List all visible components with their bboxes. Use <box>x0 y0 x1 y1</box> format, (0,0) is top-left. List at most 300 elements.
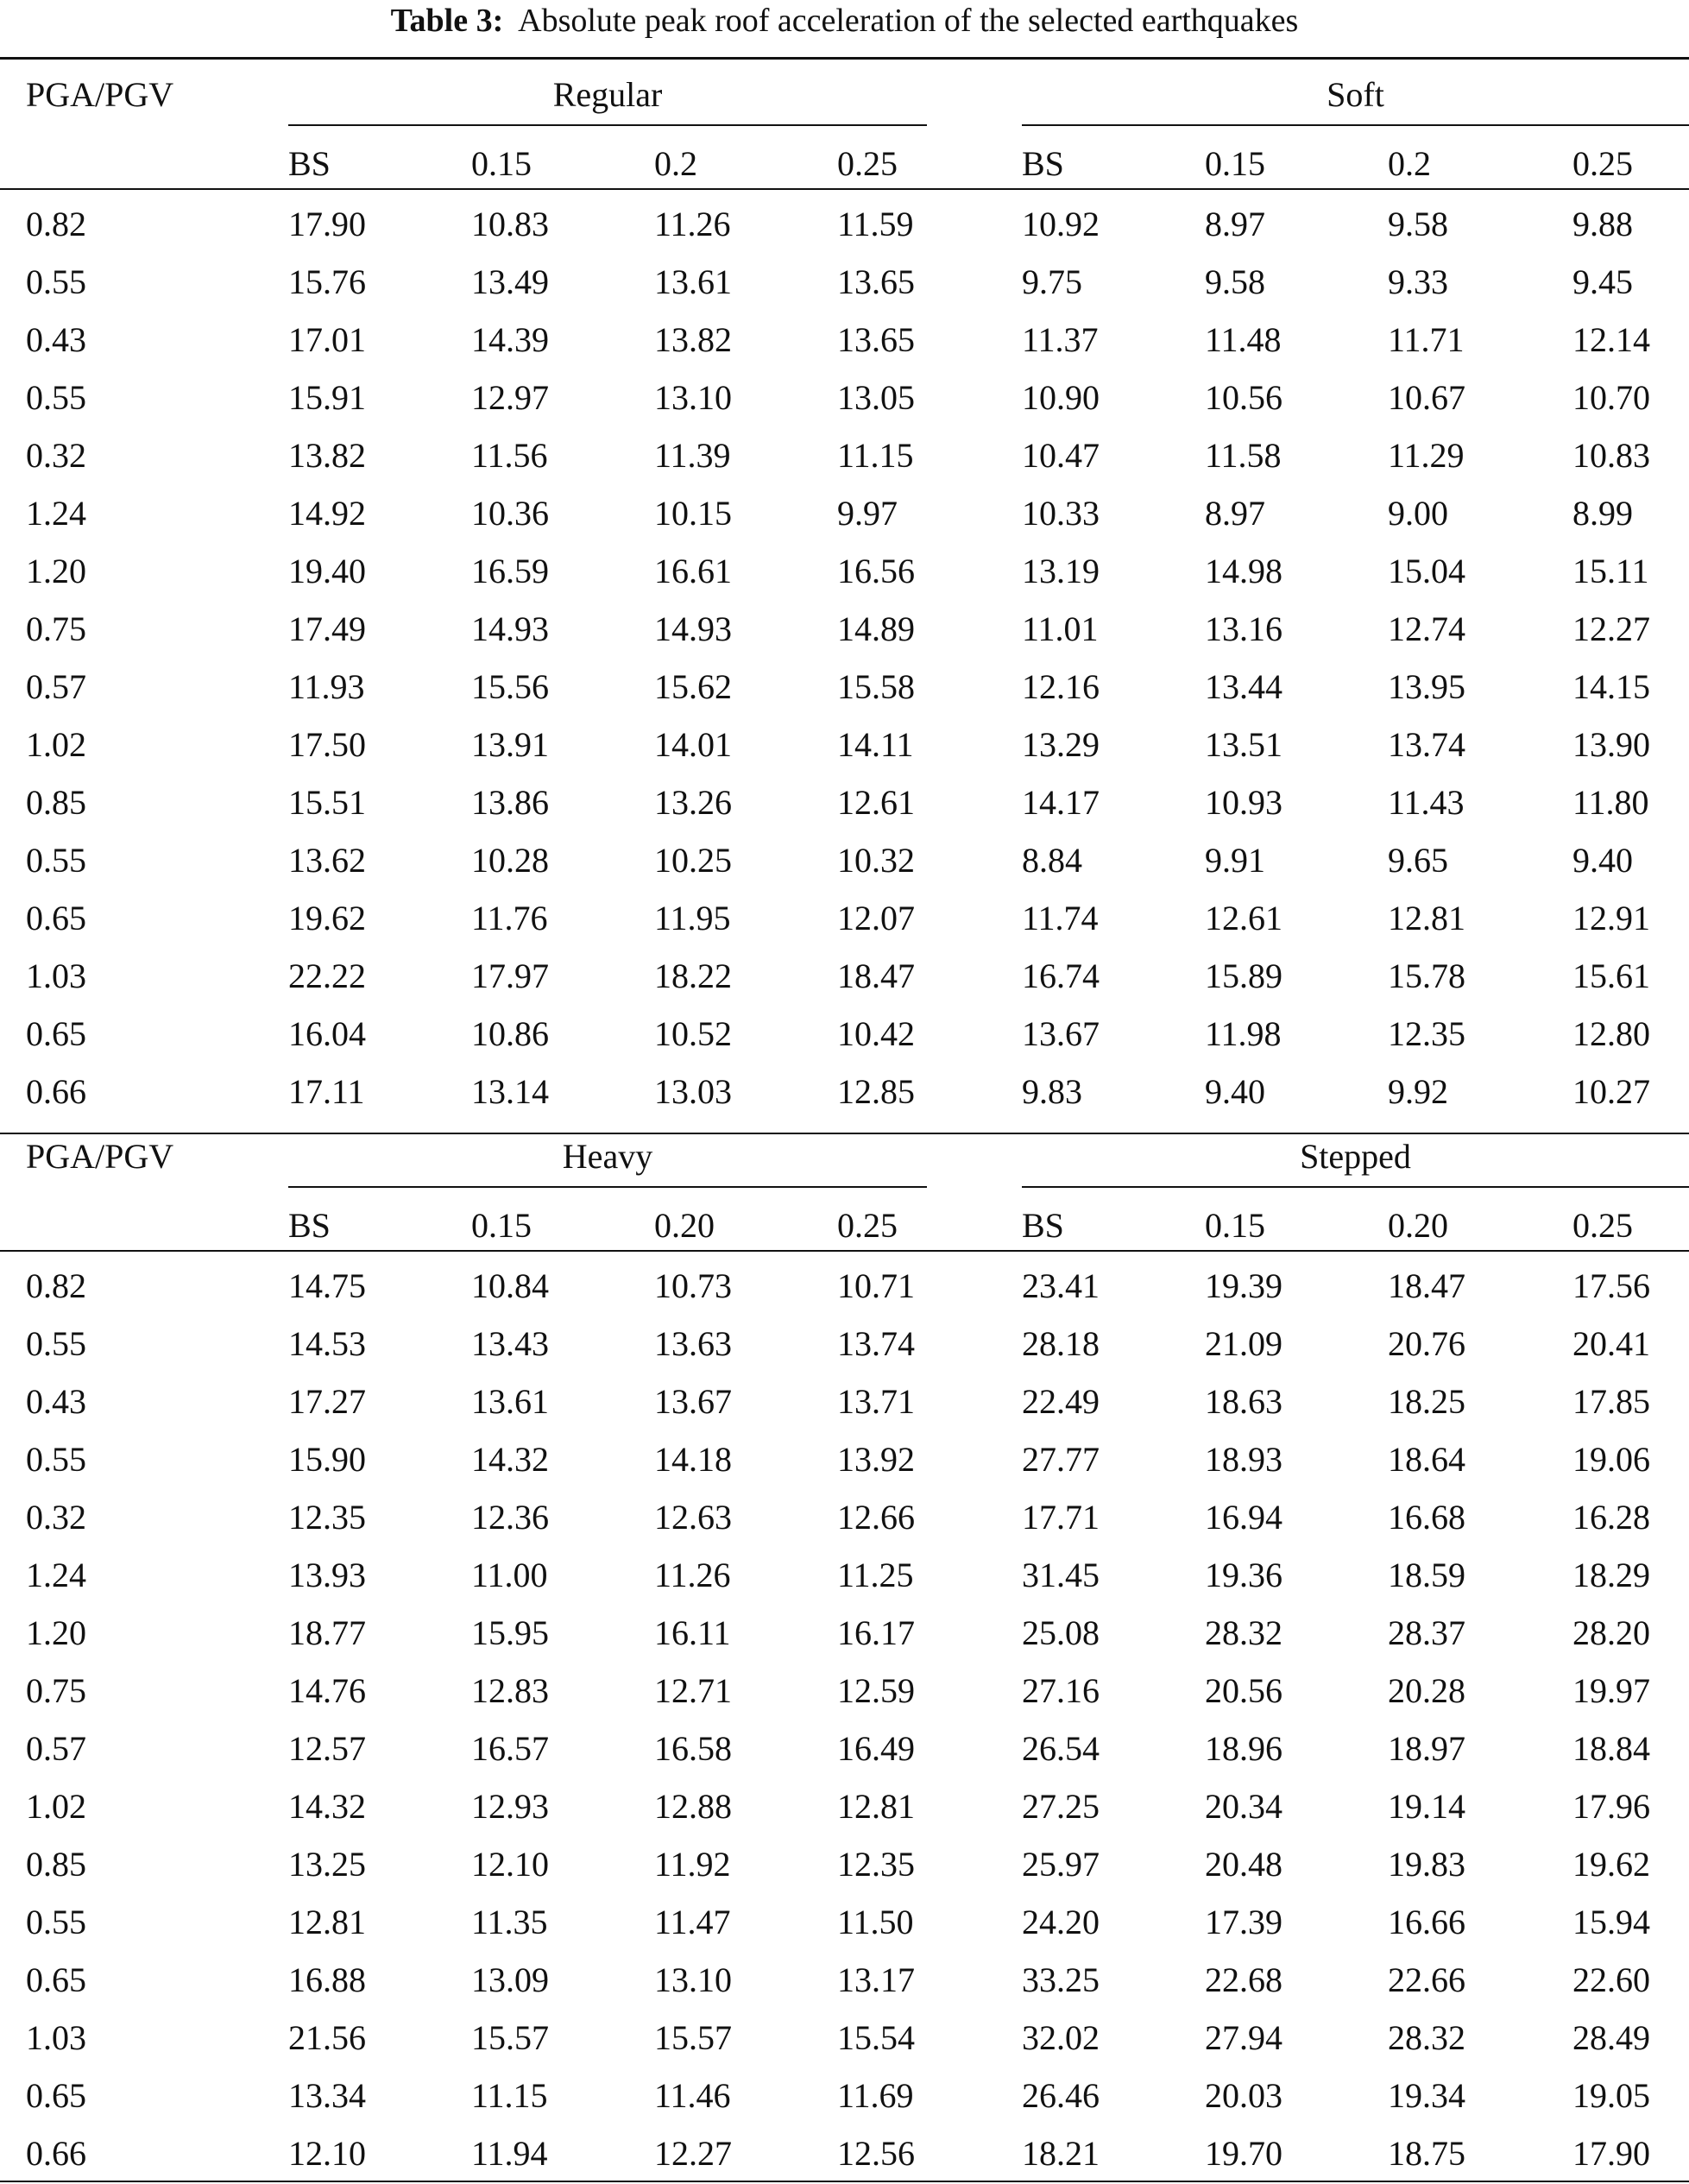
table-cell: 17.50 <box>288 725 366 764</box>
table-cell: 9.97 <box>837 494 898 533</box>
table-cell: 12.57 <box>288 1729 366 1768</box>
table-cell: 12.74 <box>1388 609 1465 648</box>
table-cell: 18.22 <box>654 956 732 995</box>
row-label: 0.43 <box>26 320 86 359</box>
row-label: 1.02 <box>26 1787 86 1826</box>
table-cell: 10.52 <box>654 1014 732 1053</box>
table-cell: 19.06 <box>1572 1440 1650 1479</box>
table-cell: 11.15 <box>471 2076 548 2115</box>
column-header: 0.25 <box>837 144 898 183</box>
table-cell: 21.56 <box>288 2018 366 2057</box>
table-cell: 15.89 <box>1205 956 1283 995</box>
table-cell: 20.28 <box>1388 1671 1465 1710</box>
table-cell: 10.84 <box>471 1266 549 1305</box>
table-cell: 17.90 <box>1572 2134 1650 2173</box>
table-cell: 14.53 <box>288 1324 366 1363</box>
table-cell: 22.66 <box>1388 1960 1465 1999</box>
table-cell: 11.58 <box>1205 436 1282 475</box>
table-cell: 13.91 <box>471 725 549 764</box>
table-caption-label: Table 3: <box>390 3 504 39</box>
table-cell: 13.19 <box>1022 552 1100 590</box>
table-cell: 17.97 <box>471 956 549 995</box>
table-cell: 18.29 <box>1572 1556 1650 1594</box>
table-cell: 27.16 <box>1022 1671 1100 1710</box>
table-cell: 11.00 <box>471 1556 548 1594</box>
table-cell: 18.21 <box>1022 2134 1100 2173</box>
table-cell: 14.92 <box>288 494 366 533</box>
table-cell: 16.66 <box>1388 1903 1465 1941</box>
table-cell: 16.58 <box>654 1729 732 1768</box>
row-label: 0.82 <box>26 1266 86 1305</box>
table-cell: 14.93 <box>654 609 732 648</box>
table-cell: 13.44 <box>1205 667 1283 706</box>
table-cell: 19.36 <box>1205 1556 1283 1594</box>
table-cell: 13.26 <box>654 783 732 822</box>
table-cell: 10.92 <box>1022 205 1100 243</box>
table-caption <box>0 0 1689 41</box>
table-cell: 11.56 <box>471 436 548 475</box>
table-cell: 12.97 <box>471 378 549 417</box>
table-cell: 12.91 <box>1572 899 1650 937</box>
column-header: 0.15 <box>471 144 532 183</box>
table-cell: 11.26 <box>654 205 731 243</box>
table-cell: 9.91 <box>1205 841 1265 880</box>
table-cell: 16.74 <box>1022 956 1100 995</box>
column-header: BS <box>1022 1206 1064 1245</box>
table-cell: 12.93 <box>471 1787 549 1826</box>
table-cell: 14.17 <box>1022 783 1100 822</box>
table-cell: 13.61 <box>654 262 732 301</box>
table-cell: 18.84 <box>1572 1729 1650 1768</box>
table-cell: 20.41 <box>1572 1324 1650 1363</box>
table-cell: 26.54 <box>1022 1729 1100 1768</box>
row-label: 1.24 <box>26 1556 86 1594</box>
table-cell: 18.93 <box>1205 1440 1283 1479</box>
table-cell: 9.40 <box>1572 841 1633 880</box>
table-cell: 19.97 <box>1572 1671 1650 1710</box>
table-cell: 18.59 <box>1388 1556 1465 1594</box>
table-cell: 12.80 <box>1572 1014 1650 1053</box>
row-label: 0.85 <box>26 1845 86 1884</box>
table-cell: 14.11 <box>837 725 914 764</box>
table-cell: 11.59 <box>837 205 914 243</box>
group-underline <box>1022 124 1689 126</box>
table-cell: 17.85 <box>1572 1382 1650 1421</box>
column-header: 0.25 <box>1572 144 1633 183</box>
table-cell: 12.27 <box>654 2134 732 2173</box>
table-cell: 12.27 <box>1572 609 1650 648</box>
group-title: Heavy <box>562 1137 653 1176</box>
top-rule <box>0 57 1689 60</box>
table-cell: 12.88 <box>654 1787 732 1826</box>
table-cell: 24.20 <box>1022 1903 1100 1941</box>
table-cell: 11.71 <box>1388 320 1465 359</box>
table-cell: 23.41 <box>1022 1266 1100 1305</box>
table-cell: 15.61 <box>1572 956 1650 995</box>
table-cell: 17.90 <box>288 205 366 243</box>
table-cell: 16.49 <box>837 1729 915 1768</box>
table-cell: 11.92 <box>654 1845 731 1884</box>
table-cell: 13.62 <box>288 841 366 880</box>
table-cell: 22.68 <box>1205 1960 1283 1999</box>
table-cell: 10.90 <box>1022 378 1100 417</box>
table-cell: 11.39 <box>654 436 731 475</box>
table-cell: 15.78 <box>1388 956 1465 995</box>
table-cell: 14.39 <box>471 320 549 359</box>
table-cell: 15.54 <box>837 2018 915 2057</box>
table-cell: 17.96 <box>1572 1787 1650 1826</box>
row-label: 0.57 <box>26 1729 86 1768</box>
table-cell: 13.61 <box>471 1382 549 1421</box>
table-cell: 8.99 <box>1572 494 1633 533</box>
table-cell: 13.95 <box>1388 667 1465 706</box>
table-cell: 12.10 <box>471 1845 549 1884</box>
table-cell: 13.92 <box>837 1440 915 1479</box>
table-cell: 13.05 <box>837 378 915 417</box>
row-header: PGA/PGV <box>26 1137 174 1176</box>
table-cell: 26.46 <box>1022 2076 1100 2115</box>
row-label: 0.43 <box>26 1382 86 1421</box>
table-cell: 27.77 <box>1022 1440 1100 1479</box>
table-cell: 12.66 <box>837 1498 915 1537</box>
table-cell: 9.83 <box>1022 1072 1082 1111</box>
row-label: 0.75 <box>26 1671 86 1710</box>
table-cell: 11.25 <box>837 1556 914 1594</box>
table-cell: 10.27 <box>1572 1072 1650 1111</box>
table-cell: 13.10 <box>654 378 732 417</box>
table-cell: 22.60 <box>1572 1960 1650 1999</box>
table-cell: 10.15 <box>654 494 732 533</box>
table-cell: 10.93 <box>1205 783 1283 822</box>
table-cell: 11.94 <box>471 2134 548 2173</box>
table-cell: 13.03 <box>654 1072 732 1111</box>
table-cell: 16.56 <box>837 552 915 590</box>
table-cell: 25.08 <box>1022 1613 1100 1652</box>
table-cell: 15.04 <box>1388 552 1465 590</box>
group-underline <box>288 124 927 126</box>
table-cell: 9.33 <box>1388 262 1448 301</box>
column-header: 0.20 <box>654 1206 715 1245</box>
table-cell: 9.00 <box>1388 494 1448 533</box>
table-cell: 15.94 <box>1572 1903 1650 1941</box>
table-cell: 20.56 <box>1205 1671 1283 1710</box>
table-cell: 11.46 <box>654 2076 731 2115</box>
row-label: 1.20 <box>26 1613 86 1652</box>
group-title: Regular <box>552 75 663 114</box>
table-cell: 12.81 <box>837 1787 915 1826</box>
row-label: 0.55 <box>26 262 86 301</box>
table-cell: 13.34 <box>288 2076 366 2115</box>
table-cell: 14.75 <box>288 1266 366 1305</box>
table-cell: 28.49 <box>1572 2018 1650 2057</box>
table-cell: 12.61 <box>837 783 915 822</box>
table-cell: 13.86 <box>471 783 549 822</box>
row-label: 0.66 <box>26 2134 86 2173</box>
table-cell: 17.27 <box>288 1382 366 1421</box>
table-cell: 11.47 <box>654 1903 731 1941</box>
table-cell: 28.32 <box>1205 1613 1283 1652</box>
table-cell: 12.10 <box>288 2134 366 2173</box>
table-cell: 15.90 <box>288 1440 366 1479</box>
table-cell: 20.03 <box>1205 2076 1283 2115</box>
table-cell: 18.47 <box>1388 1266 1465 1305</box>
table-cell: 20.34 <box>1205 1787 1283 1826</box>
column-header: 0.2 <box>654 144 697 183</box>
table-cell: 17.56 <box>1572 1266 1650 1305</box>
table-cell: 8.84 <box>1022 841 1082 880</box>
table-cell: 15.51 <box>288 783 366 822</box>
row-label: 0.55 <box>26 1440 86 1479</box>
row-label: 1.24 <box>26 494 86 533</box>
table-cell: 11.50 <box>837 1903 914 1941</box>
table-cell: 13.14 <box>471 1072 549 1111</box>
table-cell: 9.58 <box>1388 205 1448 243</box>
table-cell: 14.89 <box>837 609 915 648</box>
table-cell: 15.57 <box>654 2018 732 2057</box>
table-cell: 19.62 <box>1572 1845 1650 1884</box>
table-cell: 10.56 <box>1205 378 1283 417</box>
table-cell: 13.90 <box>1572 725 1650 764</box>
row-label: 0.55 <box>26 1324 86 1363</box>
table-cell: 18.25 <box>1388 1382 1465 1421</box>
table-cell: 32.02 <box>1022 2018 1100 2057</box>
row-label: 0.85 <box>26 783 86 822</box>
column-header: 0.20 <box>1388 1206 1448 1245</box>
table-cell: 9.75 <box>1022 262 1082 301</box>
table-cell: 12.71 <box>654 1671 732 1710</box>
table-cell: 12.81 <box>1388 899 1465 937</box>
table-cell: 22.22 <box>288 956 366 995</box>
column-header: 0.25 <box>837 1206 898 1245</box>
column-header: BS <box>288 144 331 183</box>
table-cell: 11.35 <box>471 1903 548 1941</box>
table-cell: 19.70 <box>1205 2134 1283 2173</box>
table-cell: 18.96 <box>1205 1729 1283 1768</box>
row-label: 0.55 <box>26 1903 86 1941</box>
table-cell: 13.10 <box>654 1960 732 1999</box>
table-cell: 13.67 <box>1022 1014 1100 1053</box>
table-cell: 13.74 <box>1388 725 1465 764</box>
row-label: 0.65 <box>26 1960 86 1999</box>
table-cell: 14.18 <box>654 1440 732 1479</box>
group-underline <box>288 1186 927 1188</box>
table-cell: 11.15 <box>837 436 914 475</box>
table-cell: 11.98 <box>1205 1014 1282 1053</box>
table-cell: 18.64 <box>1388 1440 1465 1479</box>
table-cell: 15.95 <box>471 1613 549 1652</box>
table-cell: 12.63 <box>654 1498 732 1537</box>
table-cell: 11.74 <box>1022 899 1099 937</box>
table-cell: 9.40 <box>1205 1072 1265 1111</box>
table-cell: 14.32 <box>288 1787 366 1826</box>
row-label: 1.03 <box>26 2018 86 2057</box>
table-cell: 11.69 <box>837 2076 914 2115</box>
table-cell: 15.91 <box>288 378 366 417</box>
table-cell: 18.47 <box>837 956 915 995</box>
table-cell: 11.80 <box>1572 783 1649 822</box>
table-cell: 10.32 <box>837 841 915 880</box>
table-cell: 16.57 <box>471 1729 549 1768</box>
table-cell: 12.59 <box>837 1671 915 1710</box>
table-caption-text: Absolute peak roof acceleration of the selected earthquakes <box>518 3 1299 39</box>
table-cell: 12.07 <box>837 899 915 937</box>
bottom-rule <box>0 2181 1689 2182</box>
table-cell: 14.93 <box>471 609 549 648</box>
table-cell: 13.71 <box>837 1382 915 1421</box>
table-cell: 14.32 <box>471 1440 549 1479</box>
table-cell: 12.85 <box>837 1072 915 1111</box>
table-cell: 10.25 <box>654 841 732 880</box>
table-cell: 13.82 <box>288 436 366 475</box>
table-cell: 16.11 <box>654 1613 731 1652</box>
column-header: BS <box>1022 144 1064 183</box>
table-cell: 28.32 <box>1388 2018 1465 2057</box>
table-cell: 11.93 <box>288 667 365 706</box>
table-cell: 12.83 <box>471 1671 549 1710</box>
table-cell: 8.97 <box>1205 494 1265 533</box>
table-cell: 13.93 <box>288 1556 366 1594</box>
table-cell: 18.75 <box>1388 2134 1465 2173</box>
table-cell: 12.61 <box>1205 899 1283 937</box>
row-label: 0.65 <box>26 899 86 937</box>
table-cell: 17.49 <box>288 609 366 648</box>
group-title: Soft <box>1327 75 1384 114</box>
row-label: 0.32 <box>26 436 86 475</box>
table-cell: 13.43 <box>471 1324 549 1363</box>
row-label: 0.75 <box>26 609 86 648</box>
table-cell: 16.28 <box>1572 1498 1650 1537</box>
column-header: 0.2 <box>1388 144 1431 183</box>
table-cell: 10.71 <box>837 1266 915 1305</box>
table-cell: 16.59 <box>471 552 549 590</box>
table-cell: 33.25 <box>1022 1960 1100 1999</box>
table-cell: 13.65 <box>837 262 915 301</box>
table-cell: 13.09 <box>471 1960 549 1999</box>
table-cell: 17.71 <box>1022 1498 1100 1537</box>
table-cell: 20.76 <box>1388 1324 1465 1363</box>
table-cell: 19.40 <box>288 552 366 590</box>
table-cell: 17.11 <box>288 1072 365 1111</box>
header-rule <box>0 188 1689 190</box>
table-cell: 10.42 <box>837 1014 915 1053</box>
table-cell: 13.51 <box>1205 725 1283 764</box>
table-cell: 9.45 <box>1572 262 1633 301</box>
table-cell: 10.83 <box>1572 436 1650 475</box>
table-cell: 12.14 <box>1572 320 1650 359</box>
row-label: 1.03 <box>26 956 86 995</box>
header-rule <box>0 1250 1689 1252</box>
table-cell: 11.95 <box>654 899 731 937</box>
table-cell: 27.94 <box>1205 2018 1283 2057</box>
group-title: Stepped <box>1300 1137 1411 1176</box>
row-label: 0.65 <box>26 2076 86 2115</box>
table-cell: 12.56 <box>837 2134 915 2173</box>
table-cell: 18.97 <box>1388 1729 1465 1768</box>
table-cell: 15.76 <box>288 262 366 301</box>
table-cell: 16.04 <box>288 1014 366 1053</box>
table-cell: 12.36 <box>471 1498 549 1537</box>
table-cell: 11.48 <box>1205 320 1282 359</box>
table-cell: 10.47 <box>1022 436 1100 475</box>
table-cell: 28.20 <box>1572 1613 1650 1652</box>
table-cell: 22.49 <box>1022 1382 1100 1421</box>
column-header: 0.15 <box>471 1206 532 1245</box>
row-label: 0.82 <box>26 205 86 243</box>
table-cell: 11.76 <box>471 899 548 937</box>
table-cell: 15.56 <box>471 667 549 706</box>
table-cell: 15.62 <box>654 667 732 706</box>
table-cell: 13.74 <box>837 1324 915 1363</box>
table-cell: 20.48 <box>1205 1845 1283 1884</box>
table-cell: 14.76 <box>288 1671 366 1710</box>
table-cell: 16.68 <box>1388 1498 1465 1537</box>
column-header: 0.15 <box>1205 1206 1265 1245</box>
row-label: 1.20 <box>26 552 86 590</box>
table-cell: 13.63 <box>654 1324 732 1363</box>
table-cell: 31.45 <box>1022 1556 1100 1594</box>
table-cell: 11.37 <box>1022 320 1099 359</box>
section-divider <box>0 1133 1689 1134</box>
table-cell: 13.16 <box>1205 609 1283 648</box>
table-cell: 10.33 <box>1022 494 1100 533</box>
table-cell: 10.70 <box>1572 378 1650 417</box>
table-cell: 13.17 <box>837 1960 915 1999</box>
table-cell: 13.49 <box>471 262 549 301</box>
table-cell: 10.83 <box>471 205 549 243</box>
table-cell: 14.15 <box>1572 667 1650 706</box>
table-cell: 16.88 <box>288 1960 366 1999</box>
table-cell: 14.98 <box>1205 552 1283 590</box>
table-cell: 19.62 <box>288 899 366 937</box>
table-cell: 16.94 <box>1205 1498 1283 1537</box>
row-label: 0.32 <box>26 1498 86 1537</box>
table-cell: 13.67 <box>654 1382 732 1421</box>
table-cell: 16.17 <box>837 1613 915 1652</box>
table-cell: 19.83 <box>1388 1845 1465 1884</box>
table-cell: 10.36 <box>471 494 549 533</box>
table-cell: 13.29 <box>1022 725 1100 764</box>
row-label: 1.02 <box>26 725 86 764</box>
table-cell: 19.14 <box>1388 1787 1465 1826</box>
table-cell: 12.35 <box>1388 1014 1465 1053</box>
table-cell: 12.35 <box>837 1845 915 1884</box>
table-cell: 9.58 <box>1205 262 1265 301</box>
table-cell: 12.35 <box>288 1498 366 1537</box>
table-cell: 28.18 <box>1022 1324 1100 1363</box>
table-cell: 9.92 <box>1388 1072 1448 1111</box>
table-cell: 10.73 <box>654 1266 732 1305</box>
table-cell: 13.65 <box>837 320 915 359</box>
group-underline <box>1022 1186 1689 1188</box>
row-label: 0.55 <box>26 378 86 417</box>
column-header: 0.25 <box>1572 1206 1633 1245</box>
table-cell: 19.05 <box>1572 2076 1650 2115</box>
table-cell: 15.57 <box>471 2018 549 2057</box>
table-cell: 17.01 <box>288 320 366 359</box>
table-cell: 14.01 <box>654 725 732 764</box>
table-cell: 9.88 <box>1572 205 1633 243</box>
table-cell: 15.11 <box>1572 552 1649 590</box>
table-cell: 21.09 <box>1205 1324 1283 1363</box>
column-header: BS <box>288 1206 331 1245</box>
table-cell: 12.81 <box>288 1903 366 1941</box>
table-cell: 18.63 <box>1205 1382 1283 1421</box>
table-cell: 10.86 <box>471 1014 549 1053</box>
table-cell: 10.28 <box>471 841 549 880</box>
table-cell: 9.65 <box>1388 841 1448 880</box>
table-cell: 11.01 <box>1022 609 1099 648</box>
table-cell: 28.37 <box>1388 1613 1465 1652</box>
